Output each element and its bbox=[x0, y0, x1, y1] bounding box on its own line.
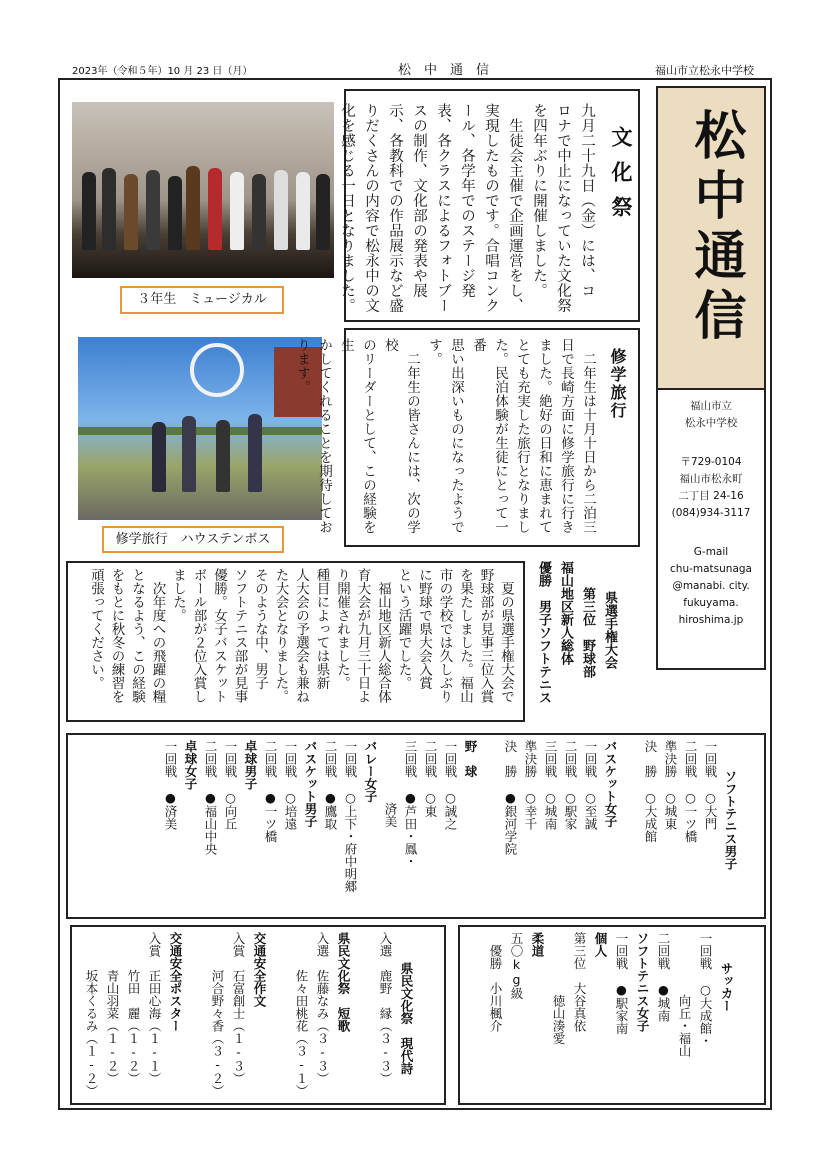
festival-title: 文化祭 bbox=[609, 126, 633, 231]
newsletter-name: 松 中 通 信 bbox=[398, 63, 490, 78]
musical-photo bbox=[72, 102, 334, 278]
masthead-banner bbox=[656, 86, 766, 390]
sports-headlines: 県選手権大会 第三位 野球部 福山地区新人総体 優勝 男子ソフトテニス bbox=[536, 561, 617, 704]
trip-title: 修学旅行 bbox=[608, 348, 627, 420]
musical-caption: ３年生 ミュージカル bbox=[120, 286, 284, 314]
festival-text: 九月二十九日（金）には、コ ロナで中止になっていた文化祭 を四年ぶりに開催しました。 生徒会主催で企画運営をし、 実現したものです。合唱コンク ール、各学年でのステージ発 表、各クラスによるフォトブー スの制作、文化部の発表や展 示、各教科での作品展示など盛 りだくさんの内容で松永中の文 化を感じる一日となりました。 bbox=[339, 103, 595, 313]
school-name: 福山市立松永中学校 bbox=[655, 64, 754, 77]
school-info: 福山市立 松永中学校 〒729-0104 福山市松永町 二丁目 24-16 (084)934-3117 G-mail chu-matsunaga @manabi. city. fukuyama. hiroshima.jp bbox=[656, 390, 766, 670]
sports-text: 夏の県選手権大会で 野球部が見事三位入賞 を果たしました。福山 市の学校では久しぶり に野球で県大会入賞 という活躍でした。 福山地区新人総合体 育大会が九月三十日よ り開催されました。 種目によっては県新 人大会の予選会も兼ね た大会となりました。 そのような中、男子 ソフトテニス部が見事 優勝。女子バスケット ボール部が２位入賞し ました。 次年度への飛躍の糧 となるよう、この経験 をもとに秋冬の練習を 頑張ってください。 bbox=[88, 568, 514, 703]
masthead-title: 松中通信 bbox=[685, 108, 746, 348]
trip-photo bbox=[78, 337, 322, 520]
trip-text: 二年生は十月十日から二泊三 日で長崎方面に修学旅行に行き ました。絶好の日和に恵まれて とても充実した旅行となりまし た。民泊体験が生徒にとって一番 思い出深いものになったようで す。 二年生の皆さんには、次の学校 のリーダーとして、この経験を生 かしてくれることを期待してお ります。 bbox=[294, 338, 596, 534]
trip-caption: 修学旅行 ハウステンボス bbox=[102, 526, 284, 553]
results-right-text: サッカー 一回戦 ○大成館・ 向丘・福山 二回戦 ●城南 ソフトテニス女子 一回戦 ●駅家南 個人 第三位 大谷真依 徳山湊愛 柔道 五〇kg級 優勝 小川楓介 bbox=[488, 932, 734, 1057]
results-left-text: 県民文化祭 現代詩 入選 鹿野 縁（３-３） 県民文化祭 短歌 入選 佐藤なみ（３-３） 佐々田桃花（３-１） 交通安全作文 入賞 石富創士（１-３） 河合野々香（３-２） 交通安全ポスター 入賞 正田心海（１-１） 竹田 麗（１-２） 青山羽菜（１-２） 坂本くるみ（１-２） bbox=[84, 932, 414, 1097]
issue-date: 2023年（令和５年）10 月 23 日（月） bbox=[72, 66, 253, 77]
results-middle-text: ソフトテニス男子 一回戦 ○大門 二回戦 ○一ツ橋 準決勝 ○城東 決 勝 ○大成館 バスケット女子 一回戦 ○至誠 二回戦 ○駅家 三回戦 ○城南 準決勝 ○幸千 決 勝 ●銀河学院 野 球 一回戦 ○誠之 二回戦 ○東 三回戦 ●芦田・鳳・ 済美 バレー女子 一回戦 ○上下・府中明郷 二回戦 ●鷹取 バスケット男子 一回戦 ○培遠 二回戦 ●一ツ橋 卓球男子 一回戦 ○向丘 二回戦 ●福山中央 卓球女子 一回戦 ●済美 bbox=[163, 740, 738, 893]
